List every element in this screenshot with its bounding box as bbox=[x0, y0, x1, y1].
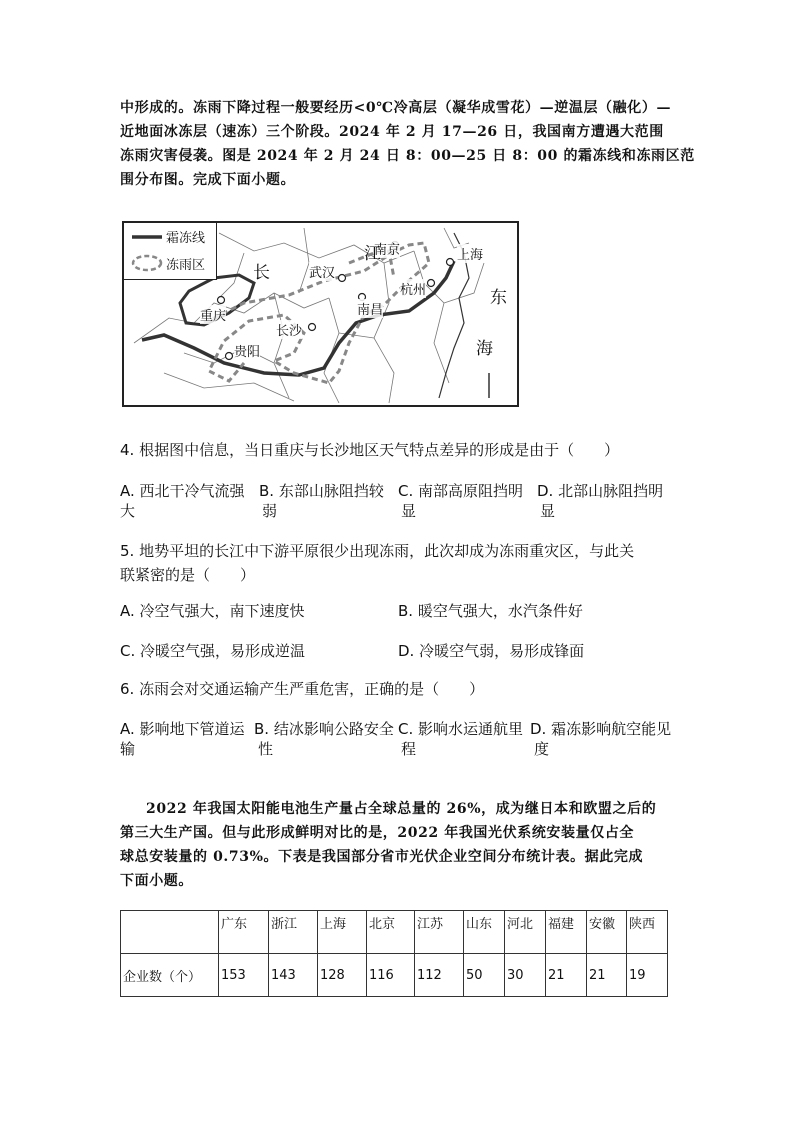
table-header-row bbox=[121, 911, 668, 954]
option-text: C. 影响水运通航里 bbox=[398, 720, 524, 738]
legend-frost-line-label: 霜冻线 bbox=[166, 231, 206, 246]
q6-option-d[interactable] bbox=[530, 719, 671, 759]
sea-label-dong: 东 bbox=[490, 288, 507, 308]
table-header-cell: 江苏 bbox=[415, 911, 464, 954]
option-text: A. 影响地下管道运 bbox=[120, 720, 245, 738]
q5-option-a[interactable]: A. 冷空气强大，南下速度快 bbox=[120, 602, 305, 620]
q4-option-a[interactable] bbox=[120, 481, 245, 521]
q4-option-b[interactable] bbox=[259, 481, 384, 521]
option-text: B. 东部山脉阻挡较 bbox=[259, 482, 384, 500]
map-legend bbox=[124, 223, 217, 280]
table-cell: 153 bbox=[219, 954, 269, 997]
option-text: B. 结冰影响公路安全 bbox=[254, 720, 394, 738]
table-cell: 30 bbox=[505, 954, 546, 997]
river-label-jiang: 江 bbox=[364, 244, 381, 264]
table-header-cell: 山东 bbox=[464, 911, 505, 954]
city-label-guiyang: 贵阳 bbox=[234, 341, 260, 360]
question-5-stem: 5. 地势平坦的长江中下游平原很少出现冻雨，此次却成为冻雨重灾区，与此关 bbox=[120, 542, 635, 560]
intro2-line: 球总安装量的 0.73%。下表是我国部分省市光伏企业空间分布统计表。据此完成 bbox=[120, 849, 644, 865]
table-header-cell: 福建 bbox=[546, 911, 587, 954]
intro-line: 中形成的。冻雨下降过程一般要经历<0℃冷高层（凝华成雪花）—逆温层（融化）— bbox=[120, 100, 672, 116]
q5-option-d[interactable]: D. 冷暖空气弱，易形成锋面 bbox=[398, 642, 585, 660]
city-label-nanchang: 南昌 bbox=[357, 299, 383, 318]
option-text-wrap: 性 bbox=[258, 740, 274, 758]
table-header-cell: 北京 bbox=[367, 911, 415, 954]
question-5-stem-cont: 联紧密的是（ ） bbox=[120, 566, 256, 584]
table-corner-cell bbox=[121, 911, 219, 954]
frost-rain-map bbox=[122, 221, 519, 407]
option-text: A. 西北干冷气流强 bbox=[120, 482, 245, 500]
table-cell: 128 bbox=[318, 954, 367, 997]
city-label-wuhan: 武汉 bbox=[309, 262, 335, 281]
sea-label-hai: 海 bbox=[476, 339, 493, 359]
table-cell: 116 bbox=[367, 954, 415, 997]
q5-option-b[interactable]: B. 暖空气强大，水汽条件好 bbox=[398, 602, 583, 620]
city-label-shanghai: 上海 bbox=[457, 244, 483, 263]
intro-line: 围分布图。完成下面小题。 bbox=[120, 172, 296, 188]
city-label-nanjing: 南京 bbox=[374, 239, 400, 258]
question-4-stem: 4. 根据图中信息，当日重庆与长沙地区天气特点差异的形成是由于（ ） bbox=[120, 441, 620, 459]
intro-line: 冻雨灾害侵袭。图是 2024 年 2 月 24 日 8：00—25 日 8：00 的霜冻线和冻雨区范 bbox=[120, 148, 695, 164]
table-header-cell: 河北 bbox=[505, 911, 546, 954]
option-text-wrap: 程 bbox=[401, 740, 417, 758]
table-row bbox=[121, 954, 668, 997]
table-cell: 19 bbox=[627, 954, 668, 997]
city-label-hangzhou: 杭州 bbox=[400, 279, 426, 298]
option-text-wrap: 度 bbox=[534, 740, 550, 758]
intro2-line: 2022 年我国太阳能电池生产量占全球总量的 26%，成为继日本和欧盟之后的 bbox=[146, 801, 657, 817]
table-cell: 143 bbox=[269, 954, 318, 997]
option-text-wrap: 显 bbox=[540, 502, 556, 520]
pv-enterprise-table bbox=[120, 910, 668, 997]
table-header-cell: 广东 bbox=[219, 911, 269, 954]
table-header-cell: 浙江 bbox=[269, 911, 318, 954]
intro-line: 近地面冰冻层（速冻）三个阶段。2024 年 2 月 17—26 日，我国南方遭遇大范围 bbox=[120, 124, 664, 140]
table-cell: 21 bbox=[587, 954, 627, 997]
intro-paragraph bbox=[120, 96, 695, 192]
option-text: D. 北部山脉阻挡明 bbox=[537, 482, 664, 500]
table-row-label: 企业数（个） bbox=[121, 954, 219, 997]
option-text-wrap: 显 bbox=[401, 502, 417, 520]
option-text: D. 霜冻影响航空能见 bbox=[530, 720, 672, 738]
table-cell: 21 bbox=[546, 954, 587, 997]
intro2-paragraph bbox=[120, 797, 680, 893]
q4-option-d[interactable] bbox=[537, 481, 663, 521]
option-text-wrap: 大 bbox=[120, 502, 136, 520]
option-text-wrap: 弱 bbox=[262, 502, 278, 520]
q4-option-c[interactable] bbox=[398, 481, 523, 521]
option-text-wrap: 输 bbox=[120, 740, 136, 758]
city-label-chongqing: 重庆 bbox=[200, 305, 226, 324]
intro2-line: 第三大生产国。但与此形成鲜明对比的是，2022 年我国光伏系统安装量仅占全 bbox=[120, 825, 635, 841]
table-cell: 112 bbox=[415, 954, 464, 997]
table-header-cell: 上海 bbox=[318, 911, 367, 954]
legend-freezing-rain-label: 冻雨区 bbox=[166, 258, 206, 273]
q6-option-a[interactable] bbox=[120, 719, 245, 759]
q6-option-c[interactable] bbox=[398, 719, 523, 759]
option-text: C. 南部高原阻挡明 bbox=[398, 482, 524, 500]
river-label-chang: 长 bbox=[253, 263, 270, 283]
table-cell: 50 bbox=[464, 954, 505, 997]
table-header-cell: 安徽 bbox=[587, 911, 627, 954]
q6-option-b[interactable] bbox=[254, 719, 394, 759]
table-header-cell: 陕西 bbox=[627, 911, 668, 954]
intro2-line: 下面小题。 bbox=[120, 873, 193, 889]
city-label-changsha: 长沙 bbox=[276, 320, 302, 339]
question-6-stem: 6. 冻雨会对交通运输产生严重危害，正确的是（ ） bbox=[120, 680, 485, 698]
q5-option-c[interactable]: C. 冷暖空气强，易形成逆温 bbox=[120, 642, 306, 660]
